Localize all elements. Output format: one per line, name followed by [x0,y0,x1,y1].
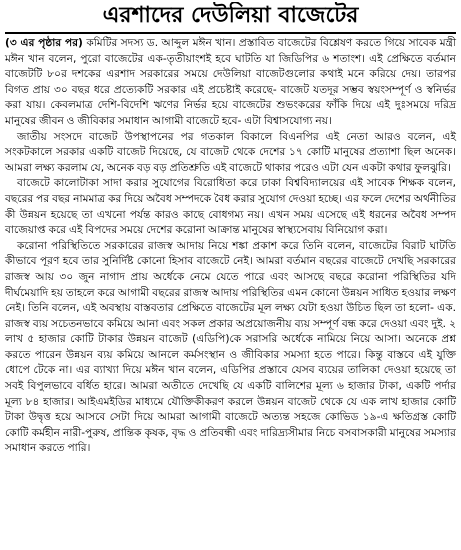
article-body [5,36,456,457]
article-paragraph: করোনা পরিস্থিতিতে সরকারের রাজস্ব আদায় নিয়ে শঙ্কা প্রকাশ করে তিনি বলেন, বাজেটের বিরাট ঘাটতি কীভাবে পূরণ হবে তার সুনির্দিষ্ট কোনো হিসাব বাজেটে নেই। আমরা বর্তমান বছরের বাজেটে দেখছি সরকারের রাজস্ব আয় ৩০ জুন নাগাদ প্রায় অর্ধেকে নেমে যেতে পারে এবং আসছে বছরে করোনা পরিস্থিতির যদি দীর্ঘমেয়াদি হয় তাহলে করে আগামী বছরের রাজস্ব আদায় পরিস্থিতির এমন কোনো উন্নয়ন সাধিত হওয়ার লক্ষণ নেই। তিনি বলেন, এই অবস্থায় বাস্তবতার প্রেক্ষিতে বাজেটের মূল লক্ষ্য যেটা হওয়া উচিত ছিল তা হলো- এক. রাজস্ব ব্যয় সচেতনভাবে কমিয়ে আনা এবং সকল প্রকার অপ্রয়োজনীয় ব্যয় সম্পূর্ণ বন্ধ করে দেওয়া এবং দুই. ২ লাখ ৫ হাজার কোটি টাকার উন্নয়ন বাজেট (এডিপি)কে সরাসরি অর্ধেকে নামিয়ে নিয়ে আসা। অনেকে প্রশ্ন করতে পারেন উন্নয়ন ব্যয় কমিয়ে আনলে কর্মসংস্থান ও জীবিকার সমস্যা হতে পারে। কিন্তু বাস্তবে এই যুক্তি ধোপে টেকে না। এর ব্যাখ্যা দিয়ে মঈন খান বলেন, এডিপির প্রস্তাবে যেসব ব্যয়ের তালিকা দেওয়া হয়েছে তা সবই বিপুলভাবে বর্ধিত হারে। আমরা অতীতে দেখেছি যে একটি বালিশের মূল্য ৬ হাজার টাকা, একটি পর্দার মূল্য ৮৪ হাজার। আইএমইডির মাধ্যমে যৌক্তিকীকরণ করলে উন্নয়ন বাজেট থেকে যে এক লাখ হাজার কোটি টাকা উদ্বৃত্ত হয়ে আসবে সেটা দিয়ে আমরা আগামী বাজেটে অত্যন্ত সহজে কোভিড ১৯-এ ক্ষতিগ্রস্ত কোটি কোটি কর্মহীন নারী-পুরুষ, প্রান্তিক কৃষক, বৃদ্ধ ও প্রতিবন্ধী এবং দারিদ্র্যসীমার নিচে বসবাসকারী মানুষের সমস্যার সমাধান করতে পারি। [5,239,456,455]
article-paragraph [5,36,456,130]
article-paragraph: বাজেটে কালোটাকা সাদা করার সুযোগের বিরোধিতা করে ঢাকা বিশ্ববিদ্যালয়ের এই সাবেক শিক্ষক বলেন, বছরের পর বছর নামমাত্র কর দিয়ে অবৈধ সম্পদকে বৈধ করার সুযোগ দেওয়া হচ্ছে। এর ফলে দেশের অর্থনীতির কী উন্নয়ন হয়েছে তা এখনো পর্যন্ত কারও কাছে বোধগম্য নয়। এখন সময় এসেছে এই ধরনের অবৈধ সম্পদ বাজেয়াপ্ত করে এই বিপদের সময়ে দেশের করোনা আক্রান্ত মানুষের স্বাস্থ্যসেবায় বিনিয়োগ করা। [5,177,456,237]
continued-label: (৩ এর পৃষ্ঠার পর) [5,37,83,49]
paragraph-text: কমিটির সদস্য ড. আব্দুল মঈন খান। প্রস্তাবিত বাজেটের বিশ্লেষণ করতে গিয়ে সাবেক মন্ত্রী মঈন খান বলেন, পুরো বাজেটের এক-তৃতীয়াংশই হবে ঘাটতি যা জিডিপির ৬ শতাংশ। এই প্রেক্ষিতে বর্তমান বাজেটটি ৮০র দশকের এরশাদ সরকারের সময়ে দেউলিয়া বাজেটগুলোর কথাই মনে করিয়ে দেয়। তারপর বিগত প্রায় ৩০ বছর ধরে প্রত্যেকটি সরকার এই প্রচেষ্টাই করেছে- বাজেট যতদূর সম্ভব স্বয়ংসম্পূর্ণ ও স্বনির্ভর করা যায়। কেবলমাত্র দেশি-বিদেশি ঋণের নির্ভর হয়ে বাজেটের শুভংকরের ফাঁকি দিয়ে এই দুঃসময়ে দরিদ্র মানুষের জীবন ও জীবিকার সমাধান আগামী বাজেটে হবে- এটা বিশ্বাসযোগ্য নয়। [5,37,456,127]
article-paragraph: জাতীয় সংসদে বাজেট উপস্থাপনের পর গতকাল বিকালে বিএনপির এই নেতা আরও বলেন, এই সংকটকালে সরকার একটি বাজেট দিয়েছে, যে বাজেট থেকে দেশের ১৭ কোটি মানুষের প্রত্যাশা ছিল অনেক। আমরা লক্ষ্য করলাম যে, অনেক বড় বড় প্রতিশ্রুতি এই বাজেটে থাকার পরেও এটা যেন একটা কথার ফুলঝুরি। [5,130,456,174]
article-headline: এরশাদের দেউলিয়া বাজেটের [5,2,456,34]
